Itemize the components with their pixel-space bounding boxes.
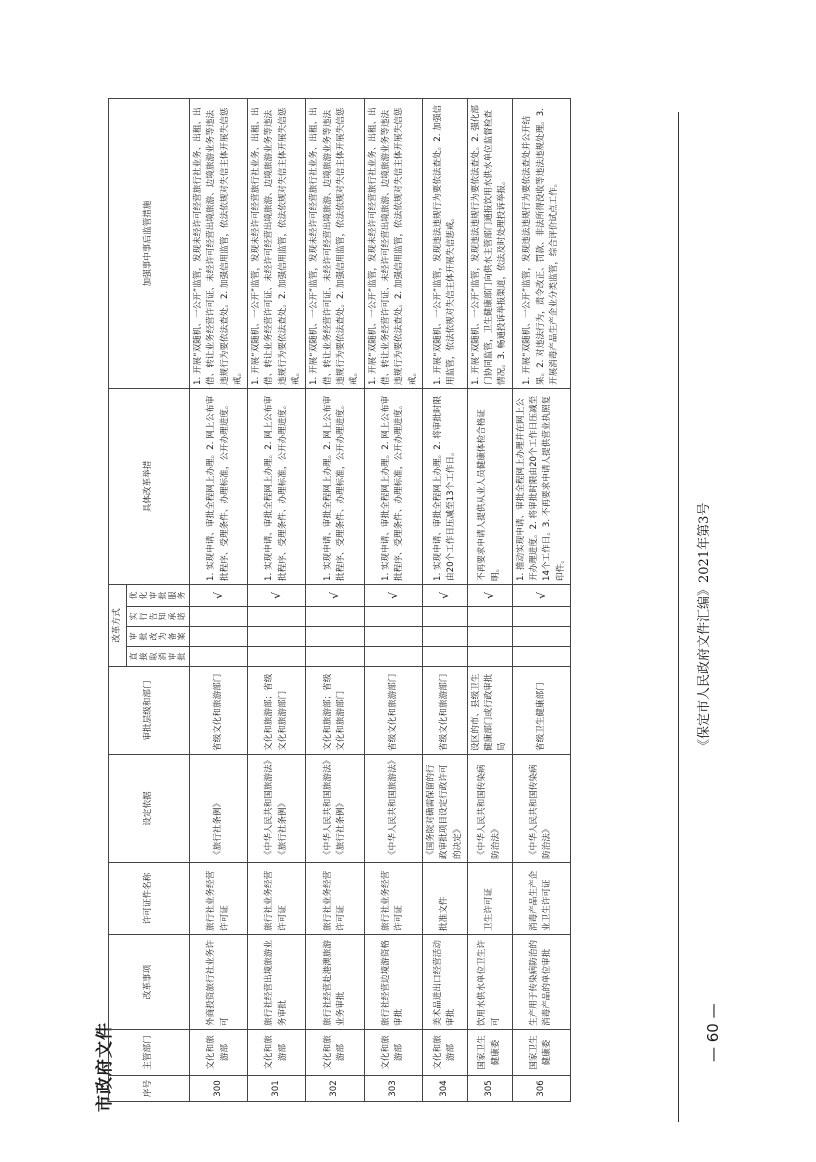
row-mode-commit [422,607,467,627]
row-supervision: 1. 开展“双随机、一公开”监管，发现未经许可经营旅行社业务、出租、出借、转让业务经营许可证、未经许可经营出境旅游、边境旅游业务等违法违规行为要依法查处。2. 加强信用监管，依法依规对失信主体开展失信惩戒。 [189,98,247,388]
row-basis: 《中华人民共和国旅游法》《旅行社条例》 [248,755,306,863]
table-row [467,98,512,1101]
row-measures: 1. 实现申请、审批全程网上办理。2. 将审批时限由20个工作日压减至13个工作日。 [422,388,467,584]
row-item: 旅行社经营赴港澳旅游业务审批 [306,935,364,1030]
row-dept: 国家卫生健康委 [512,1030,570,1076]
row-mode-cancel [189,647,247,667]
row-mode-optimize: √ [189,584,247,606]
row-license: 旅行社业务经营许可证 [189,863,247,935]
header-dept: 主管部门 [109,1030,190,1076]
row-license: 旅行社业务经营许可证 [364,863,422,935]
row-mode-commit [512,607,570,627]
row-mode-record [467,627,512,647]
row-mode-cancel [306,647,364,667]
row-mode-cancel [512,647,570,667]
row-supervision: 1. 开展“双随机、一公开”监管，发现违法违规行为要依法查处。2. 强化部门协同监管，卫生健康部门向供水主管部门通报饮用水供水单位监督检查情况。3. 畅通投诉举报渠道，依法及时处理投诉举报。 [467,98,512,388]
table-header-row [109,98,127,1101]
row-level: 省级卫生健康部门 [512,667,570,755]
row-item: 饮用水供水单位卫生许可 [467,935,512,1030]
row-item: 旅行社经营出境旅游业务审批 [248,935,306,1030]
row-supervision: 1. 开展“双随机、一公开”监管，发现未经许可经营旅行社业务、出租、出借、转让业务经营许可证、未经许可经营出境旅游、边境旅游业务等违法违规行为要依法查处。2. 加强信用监管，依法依规对失信主体开展失信惩戒。 [306,98,364,388]
row-mode-optimize: √ [306,584,364,606]
row-mode-record [248,627,306,647]
row-basis: 《中华人民共和国传染病防治法》 [512,755,570,863]
row-basis: 《国务院对确需保留的行政审批项目设定行政许可的决定》 [422,755,467,863]
header-mode-cancel: 直接取消审批 [127,647,190,667]
table-row [306,98,364,1101]
header-mode-group: 改革方式 [109,584,127,666]
row-seq: 302 [306,1076,364,1102]
header-mode-record: 审批改为备案 [127,627,190,647]
section-label: 市政府文件 [95,1022,115,1112]
row-mode-optimize: √ [512,584,570,606]
row-measures: 1. 推动实现申请、审批全程网上办理并在网上公开办理进度。2. 将审批时限由20个工作日压减至14个工作日。3. 不再要求申请人提供营业执照复印件。 [512,388,570,584]
row-seq: 304 [422,1076,467,1102]
row-mode-commit [189,607,247,627]
row-mode-commit [248,607,306,627]
table-row [364,98,422,1101]
row-basis: 《中华人民共和国旅游法》 [364,755,422,863]
row-level: 文化和旅游部；省级文化和旅游部门 [248,667,306,755]
row-level: 文化和旅游部；省级文化和旅游部门 [306,667,364,755]
row-level: 设区的市、县级卫生健康部门或行政审批局 [467,667,512,755]
header-item: 改革事项 [109,935,190,1030]
row-mode-record [512,627,570,647]
header-mode-optimize: 优化审批服务 [127,584,190,606]
row-mode-optimize: √ [467,584,512,606]
row-dept: 文化和旅游部 [306,1030,364,1076]
row-dept: 文化和旅游部 [364,1030,422,1076]
row-item: 美术品进出口经营活动审批 [422,935,467,1030]
row-mode-record [306,627,364,647]
page-number: — 60 — [704,1003,722,1062]
row-mode-record [189,627,247,647]
header-mode-commit: 实行告知承诺 [127,607,190,627]
row-item: 外商投资旅行社业务许可 [189,935,247,1030]
row-mode-record [364,627,422,647]
row-mode-cancel [467,647,512,667]
row-license: 消毒产品生产企业卫生许可证 [512,863,570,935]
header-measures: 具体改革举措 [109,388,190,584]
row-measures: 1. 实现申请、审批全程网上办理。2. 网上公布审批程序、受理条件、办理标准，公开办理进度。 [364,388,422,584]
header-seq: 序号 [109,1076,190,1102]
row-mode-optimize: √ [248,584,306,606]
row-level: 省级文化和旅游部门 [189,667,247,755]
header-license: 许可证件名称 [109,863,190,935]
row-mode-commit [364,607,422,627]
row-license: 旅行社业务经营许可证 [248,863,306,935]
row-supervision: 1. 开展“双随机、一公开”监管，发现违法违规行为要依法查处并公开结果。2. 对违法行为，责令改正、罚款、非法所得没收等违法违规处理。3. 开展消毒产品生产企业分类监管，综合评价试点工作。 [512,98,570,388]
document-header: 《保定市人民政府文件汇编》2021年第3号 [697,502,712,752]
row-mode-cancel [248,647,306,667]
row-level: 省级文化和旅游部门 [422,667,467,755]
row-item: 生产用于传染病防治的消毒产品的单位审批 [512,935,570,1030]
row-seq: 300 [189,1076,247,1102]
row-mode-optimize: √ [422,584,467,606]
table-row [189,98,247,1101]
header-rule [678,112,679,1122]
row-seq: 306 [512,1076,570,1102]
row-basis: 《中华人民共和国旅游法》《旅行社条例》 [306,755,364,863]
row-seq: 301 [248,1076,306,1102]
row-seq: 305 [467,1076,512,1102]
row-item: 旅行社经营边境游资格审批 [364,935,422,1030]
row-measures: 1. 实现申请、审批全程网上办理。2. 网上公布审批程序、受理条件、办理标准，公开办理进度。 [189,388,247,584]
header-basis: 设定依据 [109,755,190,863]
row-measures: 1. 实现申请、审批全程网上办理。2. 网上公布审批程序、受理条件、办理标准，公开办理进度。 [248,388,306,584]
row-supervision: 1. 开展“双随机、一公开”监管，发现违法违规行为要依法查处。2. 加强信用监管，依法依规对失信主体开展失信惩戒。 [422,98,467,388]
row-mode-cancel [364,647,422,667]
row-supervision: 1. 开展“双随机、一公开”监管，发现未经许可经营旅行社业务、出租、出借、转让业务经营许可证、未经许可经营出境旅游、边境旅游业务等违法违规行为要依法查处。2. 加强信用监管，依法依规对失信主体开展失信惩戒。 [248,98,306,388]
row-dept: 文化和旅游部 [189,1030,247,1076]
row-mode-optimize: √ [364,584,422,606]
row-dept: 国家卫生健康委 [467,1030,512,1076]
row-basis: 《旅行社条例》 [189,755,247,863]
row-mode-commit [306,607,364,627]
row-license: 旅行社业务经营许可证 [306,863,364,935]
row-mode-record [422,627,467,647]
reform-table [108,98,571,1102]
row-supervision: 1. 开展“双随机、一公开”监管，发现未经许可经营旅行社业务、出租、出借、转让业务经营许可证、未经许可经营出境旅游、边境旅游业务等违法违规行为要依法查处。2. 加强信用监管，依法依规对失信主体开展失信惩戒。 [364,98,422,388]
table-row [248,98,306,1101]
row-basis: 《中华人民共和国传染病防治法》 [467,755,512,863]
row-mode-commit [467,607,512,627]
table-row [422,98,467,1101]
row-seq: 303 [364,1076,422,1102]
row-license: 卫生许可证 [467,863,512,935]
row-measures: 不再要求申请人提供从业人员健康体检合格证明。 [467,388,512,584]
header-level: 审批层级和部门 [109,667,190,755]
row-mode-cancel [422,647,467,667]
row-level: 省级文化和旅游部门 [364,667,422,755]
table-row [512,98,570,1101]
row-dept: 文化和旅游部 [248,1030,306,1076]
row-dept: 文化和旅游部 [422,1030,467,1076]
header-supervision: 加强事中事后监管措施 [109,98,190,388]
row-license: 批准文件 [422,863,467,935]
row-measures: 1. 实现申请、审批全程网上办理。2. 网上公布审批程序、受理条件、办理标准，公开办理进度。 [306,388,364,584]
